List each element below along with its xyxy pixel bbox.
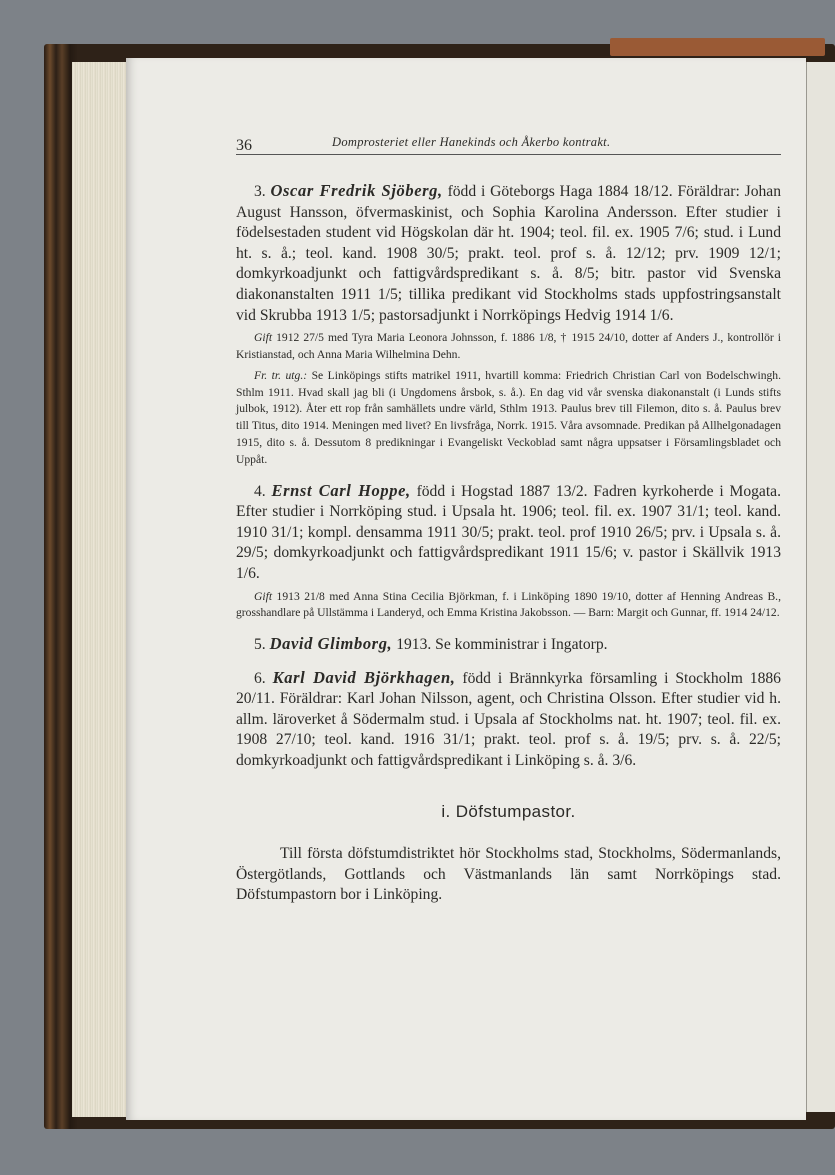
page-number: 36 bbox=[236, 137, 252, 154]
note-label: Fr. tr. utg.: bbox=[254, 368, 308, 382]
entry-name: Karl David Björkhagen, bbox=[272, 667, 456, 687]
page-header bbox=[236, 128, 781, 155]
entry-text bbox=[236, 668, 781, 772]
facing-page-edge bbox=[806, 62, 835, 1112]
entry-body: född i Göteborgs Haga 1884 18/12. Föräldrar: Johan August Hansson, öfvermaskinist, och Sophia Karolina Andersson. Efter studier i födelsestaden student vid Högskolan där ht. 1904; teol. fil. ex. 1905 7/6; stud. i Lund ht. s. å.; teol. kand. 1908 30/5; prakt. teol. prof s. å. 12/12; prv. 1909 12/1; domkyrkoadjunkt och fattigvårdspredikant s. å. 8/5; bitr. pastor vid Svenska diakonanstalten 1911 1/5; tillika predikant vid Stockholms stads uppfostringsanstalt vid Skrubba 1913 1/5; pastorsadjunkt i Norrköpings Hedvig 1914 1/6. bbox=[236, 183, 782, 324]
note-text: Se Linköpings stifts matrikel 1911, hvartill komma: Friedrich Christian Carl von Bodelschwingh. Sthlm 1911. Hvad skall jag bli (i Ungdomens årsbok, s. å.). En dag vid vår svenska diakonanstalt (i Lunds stifts julbok, 1912). Åter ett rop från samhällets undre värld, Sthlm 1913. Paulus brev till Filemon, dito s. å. Paulus brev till Titus, dito 1914. Meningen med livet? En livsfråga, Norrk. 1915. Våra avsomnade. Predikan på Allhelgonadagen 1915, dito s. å. Dessutom 8 predikningar i Evangeliskt Veckoblad samt några uppsatser i Församlingsbladet och Uppåt. bbox=[236, 368, 781, 466]
note-label: Gift bbox=[254, 331, 273, 345]
note-text: 1913 21/8 med Anna Stina Cecilia Björkman, f. i Linköping 1890 19/10, dotter af Henning Andreas B., grosshandlare på Ullstämma i Landeryd, och Emma Kristina Jakobsson. — Barn: Margit och Gunnar, ff. 1914 24/12. bbox=[236, 589, 781, 620]
entry-text bbox=[236, 634, 781, 656]
entry-note bbox=[236, 330, 781, 364]
entry-text bbox=[236, 481, 781, 585]
entry-text bbox=[236, 181, 781, 326]
entry-body: född i Hogstad 1887 13/2. Fadren kyrkoherde i Mogata. Efter studier i Norrköping stud. i Upsala ht. 1906; teol. fil. ex. 1907 31/1; teol. kand. 1910 31/1; kompl. densamma 1911 30/5; prakt. teol. prof 1910 26/5; prv. i Upsala s. å. 29/5; domkyrkoadjunkt och fattigvårdspredikant 1911 15/6; v. pastor i Skällvik 1913 1/6. bbox=[236, 482, 781, 582]
entry-number: 6. bbox=[254, 669, 266, 687]
entry-number: 3. bbox=[254, 183, 266, 200]
entry-3 bbox=[236, 181, 781, 469]
note-text: 1912 27/5 med Tyra Maria Leonora Johnsson, f. 1886 1/8, † 1915 24/10, dotter af Anders J., kontrollör i Kristianstad, och Anna Maria Wilhelmina Dehn. bbox=[236, 331, 781, 361]
section-heading: i. Döfstumpastor. bbox=[441, 801, 576, 821]
running-title: Domprosteriet eller Hanekinds och Åkerbo kontrakt. bbox=[332, 135, 611, 149]
entry-name: Ernst Carl Hoppe, bbox=[271, 480, 411, 500]
entry-body: 1913. Se komministrar i Ingatorp. bbox=[396, 636, 608, 654]
book-spine-edge bbox=[610, 38, 825, 56]
entry-number: 5. bbox=[254, 636, 266, 654]
entry-note bbox=[236, 368, 781, 469]
entry-6 bbox=[236, 668, 781, 772]
note-label: Gift bbox=[254, 589, 273, 603]
entry-note bbox=[236, 589, 781, 623]
entry-4 bbox=[236, 481, 781, 623]
entry-body: född i Brännkyrka församling i Stockholm 1886 20/11. Föräldrar: Karl Johan Nilsson, agent, och Christina Olsson. Efter studier vid h. allm. läroverket å Södermalm stud. i Upsala af Stockholms nat. ht. 1907; teol. fil. ex. 1908 27/10; teol. kand. 1916 31/1; prakt. teol. prof s. å. 19/5; prv. s. å. 22/5; domkyrkoadjunkt och fattigvårdspredikant i Linköping s. å. 3/6. bbox=[236, 669, 781, 770]
entry-name: David Glimborg, bbox=[269, 634, 393, 654]
entry-number: 4. bbox=[254, 482, 266, 500]
page-content bbox=[236, 128, 781, 906]
entry-name: Oscar Fredrik Sjöberg, bbox=[270, 181, 443, 200]
section-text: Till första döfstumdistriktet hör Stockholms stad, Stockholms, Södermanlands, Östergötlands, Gottlands och Västmanlands län samt Norrköpings stad. Döfstumpastorn bor i Linköping. bbox=[236, 845, 781, 904]
entry-5 bbox=[236, 634, 781, 656]
